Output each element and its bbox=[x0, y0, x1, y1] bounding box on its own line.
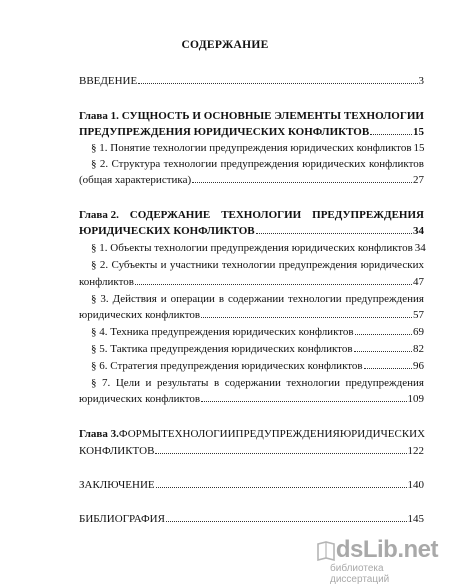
page-title: СОДЕРЖАНИЕ bbox=[181, 39, 269, 51]
toc-bibliography[interactable] bbox=[79, 512, 424, 526]
toc-word: ФОРМЫ bbox=[118, 428, 162, 440]
toc-section-label: § 4. Техника предупреждения юридических конфликтов bbox=[91, 326, 354, 338]
toc-ch1-title-cont: ПРЕДУПРЕЖДЕНИЯ ЮРИДИЧЕСКИХ КОНФЛИКТОВ bbox=[79, 126, 370, 138]
toc-word: § bbox=[91, 377, 97, 389]
watermark bbox=[330, 536, 438, 585]
toc-intro-label: ВВЕДЕНИЕ bbox=[79, 75, 138, 87]
toc-word: участники bbox=[169, 259, 219, 271]
toc-word: технологии bbox=[221, 259, 276, 271]
toc-word: предупреждения bbox=[278, 259, 358, 271]
toc-word: Действия bbox=[112, 293, 157, 305]
toc-word: операции bbox=[170, 293, 215, 305]
toc-word: технологии bbox=[288, 293, 342, 305]
toc-ch1-s2-line1[interactable] bbox=[91, 157, 424, 171]
toc-page-number: 47 bbox=[413, 276, 424, 288]
toc-leader bbox=[156, 478, 407, 488]
toc-ch2-s2-line1[interactable] bbox=[91, 258, 424, 272]
toc-section-label: § 1. Понятие технологии предупреждения юридических конфликтов bbox=[91, 142, 412, 154]
toc-word: ТЕХНОЛОГИИ bbox=[161, 428, 236, 440]
toc-word: И bbox=[192, 110, 201, 122]
toc-page-number: 109 bbox=[407, 393, 424, 405]
toc-intro[interactable] bbox=[79, 74, 424, 88]
toc-word: § bbox=[91, 259, 97, 271]
toc-word: результаты bbox=[156, 377, 209, 389]
toc-page-number: 82 bbox=[413, 343, 424, 355]
toc-ch3-title-cont: КОНФЛИКТОВ bbox=[79, 445, 155, 457]
toc-word: Структура bbox=[111, 158, 161, 170]
toc-word: и bbox=[160, 259, 167, 271]
toc-ch1-line1[interactable] bbox=[79, 109, 424, 123]
toc-word: 7. bbox=[102, 377, 111, 389]
toc-page-number: 34 bbox=[413, 225, 424, 237]
toc-ch2-s3-line2[interactable] bbox=[79, 308, 424, 322]
chapter-label: Глава 3. bbox=[79, 428, 119, 440]
toc-ch2-s2-line2[interactable] bbox=[79, 275, 424, 289]
toc-section-label-cont: конфликтов bbox=[79, 276, 134, 288]
toc-leader bbox=[201, 392, 406, 402]
toc-ch2-s6[interactable] bbox=[91, 359, 424, 373]
toc-leader bbox=[355, 325, 412, 335]
toc-ch3-line2[interactable] bbox=[79, 444, 424, 458]
toc-word: Субъекты bbox=[111, 259, 158, 271]
toc-word: 3. bbox=[100, 293, 109, 305]
toc-section-label: § 6. Стратегия предупреждения юридических конфликтов bbox=[91, 360, 363, 372]
toc-word: ТЕХНОЛОГИИ bbox=[343, 110, 424, 122]
toc-word: 2. bbox=[99, 259, 109, 271]
toc-word: СОДЕРЖАНИЕ bbox=[129, 209, 211, 221]
toc-word: § bbox=[91, 293, 97, 305]
toc-ch1-s2-line2[interactable] bbox=[79, 173, 424, 187]
toc-conclusion-label: ЗАКЛЮЧЕНИЕ bbox=[79, 479, 155, 491]
toc-leader bbox=[370, 125, 412, 135]
toc-word: в bbox=[213, 377, 220, 389]
toc-word: ПРЕДУПРЕЖДЕНИЯ bbox=[312, 209, 424, 221]
toc-word: ОСНОВНЫЕ bbox=[203, 110, 272, 122]
chapter-label: Глава 2. bbox=[79, 209, 119, 221]
toc-page-number: 15 bbox=[413, 126, 424, 138]
toc-leader bbox=[155, 444, 406, 454]
book-icon bbox=[316, 540, 336, 562]
toc-ch2-s5[interactable] bbox=[91, 342, 424, 356]
toc-leader bbox=[364, 359, 412, 369]
toc-word: § bbox=[91, 158, 97, 170]
toc-bibliography-label: БИБЛИОГРАФИЯ bbox=[79, 513, 165, 525]
toc-ch3-line1[interactable] bbox=[79, 427, 424, 441]
toc-word: юридических bbox=[302, 158, 366, 170]
toc-word: ЭЛЕМЕНТЫ bbox=[274, 110, 342, 122]
toc-word: содержании bbox=[224, 377, 281, 389]
toc-page-number: 96 bbox=[413, 360, 424, 372]
toc-ch2-s4[interactable] bbox=[91, 325, 424, 339]
toc-page-number: 57 bbox=[413, 309, 424, 321]
toc-word: конфликтов bbox=[369, 158, 424, 170]
toc-page-number: 27 bbox=[413, 174, 424, 186]
toc-ch1-line2[interactable] bbox=[79, 125, 424, 139]
toc-ch2-s7-line2[interactable] bbox=[79, 392, 424, 406]
toc-section-label-cont: юридических конфликтов bbox=[79, 309, 201, 321]
chapter-label: Глава 1. bbox=[79, 110, 119, 122]
toc-ch2-s7-line1[interactable] bbox=[91, 376, 424, 390]
toc-word: Цели bbox=[115, 377, 141, 389]
toc-leader bbox=[354, 342, 412, 352]
toc-page-number: 140 bbox=[407, 479, 424, 491]
toc-word: ЮРИДИЧЕСКИХ bbox=[339, 428, 426, 440]
toc-page-number: 122 bbox=[407, 445, 424, 457]
toc-ch2-s1[interactable] bbox=[91, 241, 424, 255]
toc-word: СУЩНОСТЬ bbox=[121, 110, 190, 122]
toc-leader bbox=[135, 275, 412, 285]
toc-word: ТЕХНОЛОГИИ bbox=[221, 209, 302, 221]
toc-word: технологии bbox=[163, 158, 218, 170]
watermark-subtitle: библиотека диссертаций bbox=[330, 563, 390, 585]
toc-section-label-cont: юридических конфликтов bbox=[79, 393, 201, 405]
toc-word: юридических bbox=[360, 259, 424, 271]
toc-leader bbox=[192, 173, 412, 183]
toc-section-label-cont: (общая характеристика) bbox=[79, 174, 192, 186]
toc-word: 2. bbox=[99, 158, 109, 170]
toc-leader bbox=[256, 224, 412, 234]
toc-word: технологии bbox=[286, 377, 340, 389]
toc-section-label: § 5. Тактика предупреждения юридических конфликтов bbox=[91, 343, 353, 355]
toc-leader bbox=[166, 512, 407, 522]
toc-page-number: 145 bbox=[407, 513, 424, 525]
toc-word: в bbox=[218, 293, 225, 305]
toc-ch2-title-cont: ЮРИДИЧЕСКИХ КОНФЛИКТОВ bbox=[79, 225, 255, 237]
toc-page-number: 3 bbox=[418, 75, 424, 87]
toc-word: и bbox=[160, 293, 167, 305]
toc-word: содержании bbox=[227, 293, 285, 305]
toc-ch2-line2[interactable] bbox=[79, 224, 424, 238]
toc-leader bbox=[201, 308, 412, 318]
toc-conclusion[interactable] bbox=[79, 478, 424, 492]
toc-section-label: § 1. Объекты технологии предупреждения юридических конфликтов bbox=[91, 242, 413, 254]
toc-word: предупреждения bbox=[345, 377, 424, 389]
toc-page-number: 69 bbox=[413, 326, 424, 338]
toc-ch1-s1[interactable] bbox=[91, 141, 424, 155]
toc-ch2-s3-line1[interactable] bbox=[91, 292, 424, 306]
toc-page-number: 34 bbox=[414, 242, 426, 254]
toc-word: предупреждения bbox=[345, 293, 424, 305]
watermark-logo: dsLib.net bbox=[335, 536, 438, 563]
toc-ch2-line1[interactable] bbox=[79, 208, 424, 222]
toc-word: предупреждения bbox=[220, 158, 299, 170]
toc-leader bbox=[138, 74, 417, 84]
toc-word: и bbox=[145, 377, 152, 389]
toc-word: ПРЕДУПРЕЖДЕНИЯ bbox=[235, 428, 340, 440]
toc-page-number: 15 bbox=[413, 142, 425, 154]
